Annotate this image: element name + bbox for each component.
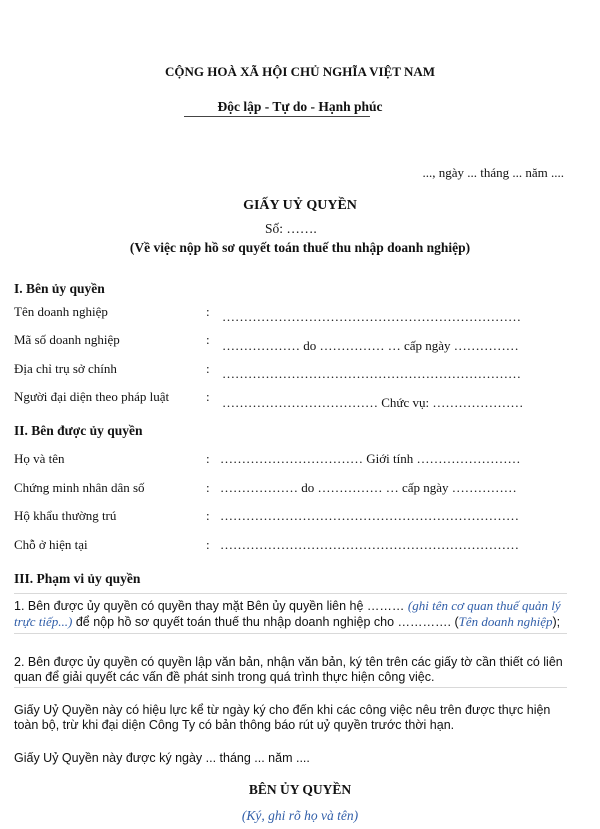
field-label: Mã số doanh nghiệp	[14, 332, 120, 347]
company-name-note: Tên doanh nghiệp	[458, 614, 553, 629]
scope-text: để nộp hồ sơ quyết toán thuế thu nhập doanh nghiệp cho …………. (	[75, 615, 459, 629]
document-subtitle: (Về việc nộp hồ sơ quyết toán thuế thu nhập doanh nghiệp)	[129, 240, 471, 255]
field-label: Tên doanh nghiệp	[14, 304, 108, 319]
scope-text: );	[552, 615, 561, 629]
signatory-party: BÊN ỦY QUYỀN	[248, 782, 352, 797]
field-label: Hộ khẩu thường trú	[14, 508, 117, 523]
field-label: Địa chỉ trụ sở chính	[14, 361, 117, 376]
field-blank: …………………………… Giới tính ……………………	[220, 451, 521, 466]
field-colon: :	[206, 389, 210, 404]
signature-note: (Ký, ghi rõ họ và tên)	[241, 808, 359, 823]
scope-text: 1. Bên được ủy quyền có quyền thay mặt Bên ủy quyền liên hệ ………	[14, 599, 405, 613]
field-label: Chỗ ở hiện tại	[14, 537, 88, 552]
field-label: Người đại diện theo pháp luật	[14, 389, 170, 404]
field-colon: :	[206, 480, 210, 495]
nation-name: CỘNG HOÀ XÃ HỘI CHỦ NGHĨA VIỆT NAM	[164, 64, 436, 79]
scope-paragraph-1	[14, 598, 570, 630]
divider	[14, 687, 567, 688]
motto: Độc lập - Tự do - Hạnh phúc	[217, 99, 383, 114]
field-blank: ……………… do …………… … cấp ngày ……………	[220, 480, 517, 495]
date-line: ..., ngày ... tháng ... năm ....	[422, 165, 564, 180]
field-blank: ……………………………………………………………	[220, 508, 519, 523]
tax-office-note: (ghi tên cơ quan thuế quản lý trực tiếp...)	[14, 598, 561, 629]
field-colon: :	[206, 361, 210, 376]
field-colon: :	[206, 451, 210, 466]
field-label: Họ và tên	[14, 451, 65, 466]
scope-paragraph-2: 2. Bên được ủy quyền có quyền lập văn bản, nhận văn bản, ký tên trên các giấy tờ cần thiết có liên quan để giải quyết các vấn đề phát sinh trong quá trình thực hiện công việc.	[14, 655, 563, 684]
signed-date: Giấy Uỷ Quyền này được ký ngày ... tháng ... năm ....	[14, 751, 310, 765]
field-blank: ……………………………………………………………	[220, 537, 519, 552]
field-blank: ……………………………………………………………	[222, 366, 521, 381]
section-2-heading: II. Bên được ủy quyền	[14, 423, 143, 438]
motto-underline	[184, 116, 370, 117]
document-number: Số: …….	[265, 221, 317, 236]
divider	[14, 593, 567, 594]
field-colon: :	[206, 508, 210, 523]
section-1-heading: I. Bên ủy quyền	[14, 281, 105, 296]
field-blank: ……………………………… Chức vụ: …………………	[222, 395, 524, 410]
validity-paragraph: Giấy Uỷ Quyền này có hiệu lực kể từ ngày ký cho đến khi các công việc nêu trên được thực hiện toàn bộ, trừ khi đại diện Công Ty có bản thông báo rút uỷ quyền trước thời hạn.	[14, 703, 551, 732]
section-3-heading: III. Phạm vi ủy quyền	[14, 571, 141, 586]
field-label: Chứng minh nhân dân số	[14, 480, 145, 495]
field-blank: ……………… do …………… … cấp ngày ……………	[222, 338, 519, 353]
field-blank: ……………………………………………………………	[222, 309, 521, 324]
divider	[14, 633, 567, 634]
field-colon: :	[206, 304, 210, 319]
field-colon: :	[206, 332, 210, 347]
field-colon: :	[206, 537, 210, 552]
document-title: GIẤY UỶ QUYỀN	[243, 198, 357, 213]
